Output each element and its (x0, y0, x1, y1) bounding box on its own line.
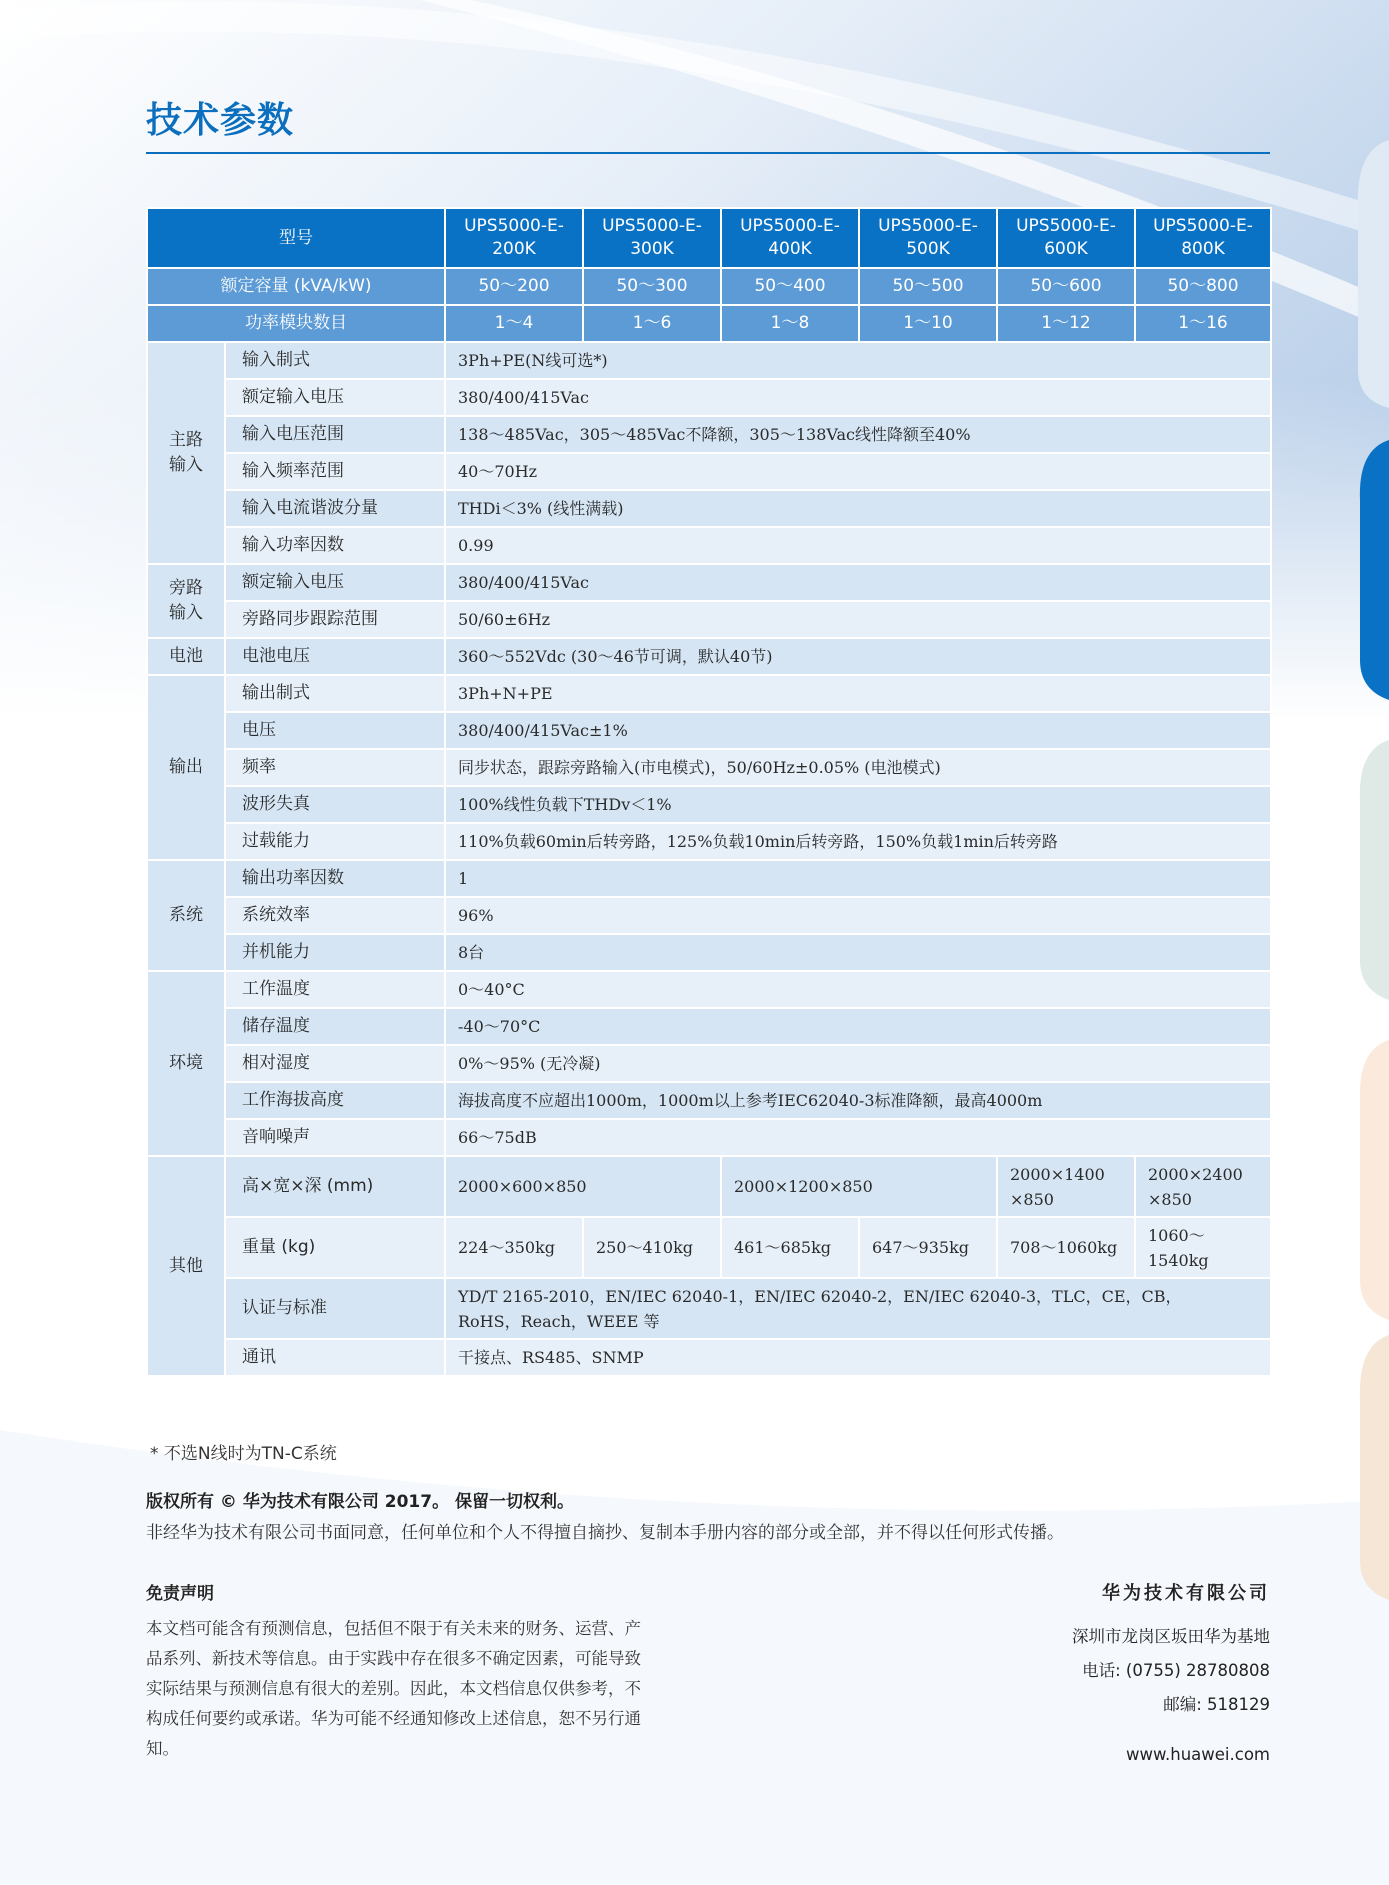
param-value: THDi＜3% (线性满载) (445, 490, 1271, 527)
title-divider (146, 152, 1270, 154)
table-row (147, 1278, 1271, 1339)
weight-value: 224～350kg (445, 1217, 583, 1278)
modules-value: 1～16 (1135, 305, 1271, 342)
table-row (147, 453, 1271, 490)
param-value: 360～552Vdc (30～46节可调，默认40节) (445, 638, 1271, 675)
table-row (147, 934, 1271, 971)
param-value: 8台 (445, 934, 1271, 971)
param-value: 40～70Hz (445, 453, 1271, 490)
table-row (147, 712, 1271, 749)
param-label: 通讯 (225, 1339, 445, 1376)
model-header: UPS5000-E-400K (721, 208, 859, 268)
dimension-value: 2000×2400 ×850 (1135, 1156, 1271, 1217)
company-name: 华为技术有限公司 (1102, 1583, 1270, 1604)
weight-value: 250～410kg (583, 1217, 721, 1278)
param-value: 110%负载60min后转旁路，125%负载10min后转旁路，150%负载1min后转旁路 (445, 823, 1271, 860)
spec-table (146, 207, 1272, 1377)
param-label: 重量 (kg) (225, 1217, 445, 1278)
table-row (147, 564, 1271, 601)
param-value: 138～485Vac，305～485Vac不降额，305～138Vac线性降额至40% (445, 416, 1271, 453)
param-label: 工作温度 (225, 971, 445, 1008)
header-model-label: 型号 (147, 208, 445, 268)
param-label: 旁路同步跟踪范围 (225, 601, 445, 638)
category-environment: 环境 (147, 971, 225, 1156)
table-row (147, 749, 1271, 786)
capacity-value: 50～200 (445, 268, 583, 305)
table-row (147, 1082, 1271, 1119)
table-row (147, 1217, 1271, 1278)
dimension-value: 2000×600×850 (445, 1156, 721, 1217)
param-label: 储存温度 (225, 1008, 445, 1045)
table-row (147, 1339, 1271, 1376)
param-value: 380/400/415Vac±1% (445, 712, 1271, 749)
param-value: 0%～95% (无冷凝) (445, 1045, 1271, 1082)
param-label: 音响噪声 (225, 1119, 445, 1156)
table-row (147, 1119, 1271, 1156)
company-postcode: 邮编: 518129 (1163, 1695, 1270, 1714)
modules-value: 1～6 (583, 305, 721, 342)
table-row (147, 1008, 1271, 1045)
capacity-value: 50～500 (859, 268, 997, 305)
table-row (147, 786, 1271, 823)
param-value: 1 (445, 860, 1271, 897)
footnote: * 不选N线时为TN-C系统 (150, 1444, 337, 1464)
param-label: 额定输入电压 (225, 564, 445, 601)
company-phone: 电话: (0755) 28780808 (1082, 1661, 1270, 1680)
table-row (147, 675, 1271, 712)
param-label: 电压 (225, 712, 445, 749)
table-row (147, 342, 1271, 379)
model-header: UPS5000-E-300K (583, 208, 721, 268)
table-header-row (147, 208, 1271, 268)
category-main-input: 主路 输入 (147, 342, 225, 564)
category-other: 其他 (147, 1156, 225, 1376)
param-label: 输入功率因数 (225, 527, 445, 564)
param-value: 同步状态，跟踪旁路输入(市电模式)，50/60Hz±0.05% (电池模式) (445, 749, 1271, 786)
param-label: 输入电流谐波分量 (225, 490, 445, 527)
model-header: UPS5000-E-600K (997, 208, 1135, 268)
param-label: 输入电压范围 (225, 416, 445, 453)
capacity-row (147, 268, 1271, 305)
modules-value: 1～8 (721, 305, 859, 342)
modules-label: 功率模块数目 (147, 305, 445, 342)
table-row (147, 971, 1271, 1008)
param-value: 96% (445, 897, 1271, 934)
param-value: 100%线性负载下THDv＜1% (445, 786, 1271, 823)
param-value: 3Ph+PE(N线可选*) (445, 342, 1271, 379)
param-label: 系统效率 (225, 897, 445, 934)
category-bypass-input: 旁路 输入 (147, 564, 225, 638)
param-label: 额定输入电压 (225, 379, 445, 416)
capacity-value: 50～800 (1135, 268, 1271, 305)
page-title: 技术参数 (146, 100, 295, 141)
dimension-value: 2000×1200×850 (721, 1156, 997, 1217)
param-value: 3Ph+N+PE (445, 675, 1271, 712)
param-label: 电池电压 (225, 638, 445, 675)
table-row (147, 1156, 1271, 1217)
param-value: 50/60±6Hz (445, 601, 1271, 638)
disclaimer-text: 本文档可能含有预测信息，包括但不限于有关未来的财务、运营、产品系列、新技术等信息。由于实践中存在很多不确定因素，可能导致实际结果与预测信息有很大的差别。因此，本文档信息仅供参考，不构成任何要约或承诺。华为可能不经通知修改上述信息，恕不另行通知。 (146, 1619, 641, 1758)
table-row (147, 638, 1271, 675)
param-label: 波形失真 (225, 786, 445, 823)
company-website-link[interactable]: www.huawei.com (1126, 1745, 1270, 1764)
table-row (147, 601, 1271, 638)
model-header: UPS5000-E-200K (445, 208, 583, 268)
weight-value: 708～1060kg (997, 1217, 1135, 1278)
param-label: 并机能力 (225, 934, 445, 971)
modules-value: 1～4 (445, 305, 583, 342)
table-row (147, 379, 1271, 416)
param-value: 380/400/415Vac (445, 564, 1271, 601)
modules-value: 1～10 (859, 305, 997, 342)
table-row (147, 897, 1271, 934)
category-system: 系统 (147, 860, 225, 971)
param-value: YD/T 2165-2010，EN/IEC 62040-1，EN/IEC 62040-2，EN/IEC 62040-3，TLC，CE，CB， RoHS，Reach，WEEE 等 (445, 1278, 1271, 1339)
param-label: 输出制式 (225, 675, 445, 712)
weight-value: 647～935kg (859, 1217, 997, 1278)
capacity-value: 50～400 (721, 268, 859, 305)
table-row (147, 1045, 1271, 1082)
param-label: 认证与标准 (225, 1278, 445, 1339)
param-label: 输出功率因数 (225, 860, 445, 897)
param-value: 干接点、RS485、SNMP (445, 1339, 1271, 1376)
param-label: 频率 (225, 749, 445, 786)
company-address: 深圳市龙岗区坂田华为基地 (1072, 1627, 1270, 1646)
model-header: UPS5000-E-800K (1135, 208, 1271, 268)
param-label: 高×宽×深 (mm) (225, 1156, 445, 1217)
disclaimer-title: 免责声明 (146, 1584, 214, 1604)
copyright-title: 版权所有 © 华为技术有限公司 2017。 保留一切权利。 (146, 1492, 574, 1512)
table-row (147, 416, 1271, 453)
copyright-text: 非经华为技术有限公司书面同意，任何单位和个人不得擅自摘抄、复制本手册内容的部分或全部，并不得以任何形式传播。 (146, 1523, 1064, 1543)
param-value: -40～70°C (445, 1008, 1271, 1045)
weight-value: 461～685kg (721, 1217, 859, 1278)
param-label: 输入频率范围 (225, 453, 445, 490)
model-header: UPS5000-E-500K (859, 208, 997, 268)
param-value: 66～75dB (445, 1119, 1271, 1156)
category-battery: 电池 (147, 638, 225, 675)
modules-row (147, 305, 1271, 342)
capacity-label: 额定容量 (kVA/kW) (147, 268, 445, 305)
table-row (147, 860, 1271, 897)
param-label: 相对湿度 (225, 1045, 445, 1082)
param-label: 过载能力 (225, 823, 445, 860)
category-output: 输出 (147, 675, 225, 860)
weight-value: 1060～ 1540kg (1135, 1217, 1271, 1278)
param-value: 海拔高度不应超出1000m，1000m以上参考IEC62040-3标准降额，最高4000m (445, 1082, 1271, 1119)
dimension-value: 2000×1400 ×850 (997, 1156, 1135, 1217)
param-value: 0.99 (445, 527, 1271, 564)
param-value: 0～40°C (445, 971, 1271, 1008)
company-info (1072, 1579, 1270, 1764)
capacity-value: 50～600 (997, 268, 1135, 305)
param-value: 380/400/415Vac (445, 379, 1271, 416)
capacity-value: 50～300 (583, 268, 721, 305)
table-row (147, 527, 1271, 564)
modules-value: 1～12 (997, 305, 1135, 342)
param-label: 工作海拔高度 (225, 1082, 445, 1119)
table-row (147, 823, 1271, 860)
param-label: 输入制式 (225, 342, 445, 379)
table-row (147, 490, 1271, 527)
